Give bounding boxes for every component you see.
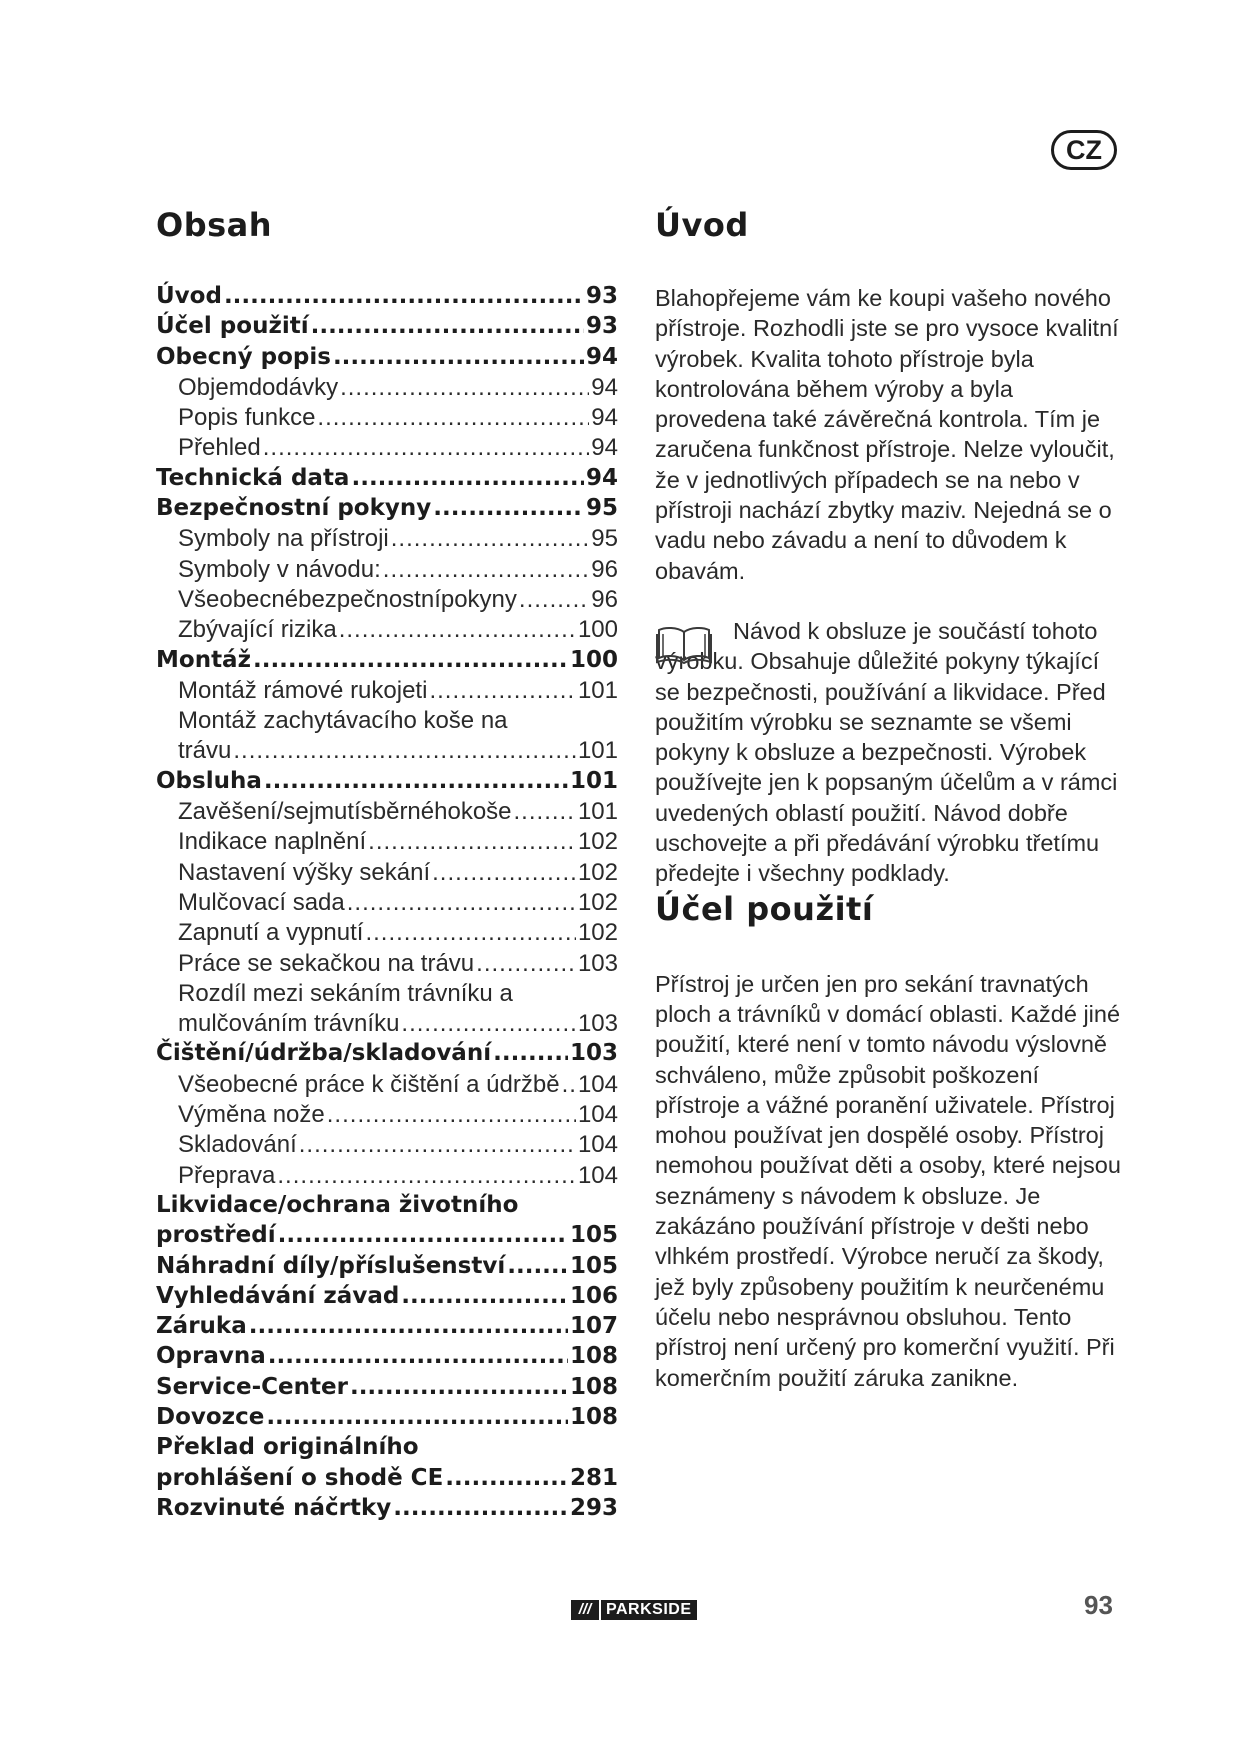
toc-entry bbox=[156, 283, 618, 313]
note-block bbox=[655, 616, 1125, 889]
toc-entry bbox=[156, 1192, 618, 1222]
toc-entry-page: 103 bbox=[569, 1040, 618, 1067]
toc-entry-page: 293 bbox=[569, 1494, 618, 1521]
toc-entry bbox=[156, 1253, 618, 1283]
toc-entry-page: 105 bbox=[569, 1222, 618, 1249]
toc-entry-label: Service-Center bbox=[156, 1373, 348, 1400]
toc-leader-dots bbox=[429, 677, 576, 705]
toc-leader-dots bbox=[249, 1313, 568, 1339]
toc-entry-label: Nastavení výšky sekání bbox=[178, 858, 431, 886]
toc-entry bbox=[156, 525, 618, 555]
toc-entry bbox=[156, 374, 618, 404]
toc-leader-dots bbox=[368, 828, 576, 856]
toc-entry-page: 104 bbox=[577, 1131, 618, 1159]
toc-entry bbox=[156, 919, 618, 949]
toc-entry-page: 104 bbox=[577, 1101, 618, 1129]
note-text: Návod k obsluze je součástí tohoto výrobku. Obsahuje důležité pokyny týkající se bezpečnosti, používání a likvidace. Před použitím výrobku se seznamte se všemi pokyny k obsluze a bezpečnosti. Výrobek používejte jen k popsaným účelům a v rámci uvedených oblastí použití. Návod dobře uschovejte a při předávání výrobku třetímu předejte i všechny podklady. bbox=[655, 617, 1118, 887]
toc-entry bbox=[156, 1404, 618, 1434]
toc-entry-label: Popis funkce bbox=[178, 404, 316, 432]
toc-entry bbox=[156, 1313, 618, 1343]
toc-entry-label: Překlad originálního bbox=[156, 1434, 419, 1461]
toc-entry-page: 95 bbox=[585, 495, 618, 522]
toc-leader-dots bbox=[278, 1222, 568, 1248]
toc-leader-dots bbox=[339, 616, 576, 644]
toc-leader-dots bbox=[268, 1343, 568, 1369]
toc-entry-page: 108 bbox=[569, 1403, 618, 1430]
toc-entry-label: Přehled bbox=[178, 434, 261, 462]
brand-slashes: /// bbox=[571, 1600, 599, 1620]
toc-entry-label: Úvod bbox=[156, 283, 222, 309]
toc-entry bbox=[156, 313, 618, 343]
toc-entry bbox=[156, 950, 618, 980]
toc-entry-label: Vyhledávání závad bbox=[156, 1282, 400, 1309]
toc-entry-page: 93 bbox=[585, 313, 618, 340]
toc-entry-label: Zapnutí a vypnutí bbox=[178, 919, 364, 947]
brand-name: PARKSIDE bbox=[601, 1600, 697, 1620]
toc-entry bbox=[156, 889, 618, 919]
toc-leader-dots bbox=[327, 1101, 576, 1129]
toc-entry-page: 100 bbox=[577, 616, 618, 644]
ucel-text: Přístroj je určen jen pro sekání travnatých ploch a trávníků v domácí oblasti. Každé jiné použití, které není v tomto návodu výslovně schváleno, může způsobit poškození přístroje a vážné poranění uživatele. Přístroj mohou používat jen dospělé osoby. Přístroj nemohou používat děti a osoby, které nejsou seznámeny s návodem k obsluze. Je zakázáno používání přístroje v dešti nebo vlhkém prostředí. Výrobce neručí za škody, jež byly způsobeny použitím k neurčenému účelu nebo nesprávnou obsluhou. Tento přístroj není určený pro komerční využití. Při komerčním použití záruka zanikne. bbox=[655, 970, 1121, 1391]
toc-entry-label: Indikace naplnění bbox=[178, 828, 367, 856]
page-number: 93 bbox=[1084, 1590, 1113, 1620]
toc-entry-page: 100 bbox=[569, 646, 618, 673]
toc-entry-label: Montáž zachytávacího koše na bbox=[178, 707, 508, 735]
toc-entry bbox=[156, 495, 618, 525]
toc-entry-page: 94 bbox=[591, 373, 618, 401]
toc-entry-page: 94 bbox=[591, 434, 618, 462]
toc-leader-dots bbox=[233, 737, 576, 765]
toc-entry bbox=[156, 1343, 618, 1373]
toc-entry bbox=[156, 1071, 618, 1101]
toc-entry bbox=[156, 798, 618, 828]
toc-entry-label: Obecný popis bbox=[156, 343, 331, 370]
toc-entry-page: 93 bbox=[585, 283, 618, 309]
toc-leader-dots bbox=[432, 859, 576, 887]
toc-entry bbox=[156, 1374, 618, 1404]
toc-entry-page: 104 bbox=[577, 1070, 618, 1098]
toc-entry-page: 102 bbox=[577, 888, 618, 916]
toc-entry-label: Zbývající rizika bbox=[178, 616, 337, 644]
toc-title: Obsah bbox=[156, 206, 273, 244]
toc-leader-dots bbox=[445, 1465, 568, 1491]
toc-entry-label: Montáž bbox=[156, 646, 251, 673]
toc-entry-label: prostředí bbox=[156, 1222, 276, 1249]
toc-entry bbox=[156, 768, 618, 798]
toc-leader-dots bbox=[393, 1495, 568, 1521]
toc-column bbox=[156, 205, 618, 1525]
toc-leader-dots bbox=[224, 283, 584, 309]
toc-entry-page: 94 bbox=[591, 404, 618, 432]
toc-leader-dots bbox=[340, 374, 589, 402]
toc-entry bbox=[156, 859, 618, 889]
toc-leader-dots bbox=[277, 1162, 576, 1190]
toc-entry-label: Technická data bbox=[156, 464, 350, 491]
toc-entry-page: 96 bbox=[591, 585, 618, 613]
toc-entry-label: Všeobecnébezpečnostnípokyny bbox=[178, 585, 517, 613]
parkside-logo bbox=[571, 1598, 697, 1622]
toc-entry-label: Obsluha bbox=[156, 767, 262, 794]
ucel-heading: Účel použití bbox=[655, 889, 874, 928]
toc-entry bbox=[156, 707, 618, 737]
toc-entry bbox=[156, 828, 618, 858]
toc-leader-dots bbox=[350, 1374, 568, 1400]
toc-entry-page: 102 bbox=[577, 828, 618, 856]
toc-leader-dots bbox=[401, 1283, 568, 1309]
toc-leader-dots bbox=[507, 1253, 568, 1279]
toc-entry bbox=[156, 1131, 618, 1161]
toc-leader-dots bbox=[493, 1040, 568, 1066]
toc-entry bbox=[156, 1465, 618, 1495]
toc-entry-label: Mulčovací sada bbox=[178, 888, 345, 916]
toc-entry-label: trávu bbox=[178, 737, 232, 765]
toc-leader-dots bbox=[317, 404, 589, 432]
toc-entry bbox=[156, 344, 618, 374]
toc-entry-page: 101 bbox=[577, 798, 618, 826]
toc-leader-dots bbox=[299, 1131, 576, 1159]
toc-leader-dots bbox=[519, 586, 589, 614]
toc-entry-page: 103 bbox=[577, 1010, 618, 1038]
toc-entry-label: Zavěšení/sejmutísběrnéhokoše bbox=[178, 798, 512, 826]
toc-entry-page: 108 bbox=[569, 1343, 618, 1370]
toc-entry bbox=[156, 556, 618, 586]
toc-entry-page: 94 bbox=[585, 343, 618, 370]
toc-leader-dots bbox=[264, 768, 568, 794]
toc-entry-page: 101 bbox=[577, 737, 618, 765]
toc-entry-label: Dovozce bbox=[156, 1403, 265, 1430]
toc-entry-page: 105 bbox=[569, 1252, 618, 1279]
toc-leader-dots bbox=[514, 798, 576, 826]
language-badge: CZ bbox=[1051, 130, 1117, 170]
toc-entry-label: Čištění/údržba/skladování bbox=[156, 1040, 492, 1067]
toc-entry bbox=[156, 465, 618, 495]
toc-entry bbox=[156, 737, 618, 767]
toc-entry-page: 96 bbox=[591, 555, 618, 583]
toc-entry-page: 107 bbox=[569, 1313, 618, 1340]
toc-entry bbox=[156, 1162, 618, 1192]
toc-entry-page: 103 bbox=[577, 949, 618, 977]
toc-leader-dots bbox=[433, 495, 584, 521]
toc-entry-label: Objemdodávky bbox=[178, 373, 339, 401]
toc-leader-dots bbox=[347, 889, 576, 917]
toc-leader-dots bbox=[263, 434, 590, 462]
toc-entry bbox=[156, 1040, 618, 1070]
toc-entry bbox=[156, 980, 618, 1010]
toc-entry bbox=[156, 1434, 618, 1464]
toc-entry-label: Práce se sekačkou na trávu bbox=[178, 949, 475, 977]
toc-entry-label: Účel použití bbox=[156, 313, 309, 340]
toc-entry bbox=[156, 1101, 618, 1131]
toc-entry bbox=[156, 677, 618, 707]
toc-entry-label: Bezpečnostní pokyny bbox=[156, 495, 432, 522]
toc-entry-label: Opravna bbox=[156, 1343, 266, 1370]
toc-entry-page: 101 bbox=[569, 767, 618, 794]
toc-entry bbox=[156, 404, 618, 434]
toc-entry-label: Rozvinuté náčrtky bbox=[156, 1494, 392, 1521]
toc-entry-page: 102 bbox=[577, 919, 618, 947]
toc-entry-label: Rozdíl mezi sekáním trávníku a bbox=[178, 979, 513, 1007]
toc-leader-dots bbox=[266, 1404, 568, 1430]
toc-entry-label: mulčováním trávníku bbox=[178, 1010, 400, 1038]
toc-entry-label: prohlášení o shodě CE bbox=[156, 1464, 444, 1491]
toc-leader-dots bbox=[476, 950, 576, 978]
toc-entry bbox=[156, 586, 618, 616]
toc-leader-dots bbox=[311, 313, 584, 339]
toc-entry bbox=[156, 434, 618, 464]
uvod-heading: Úvod bbox=[655, 206, 749, 244]
toc-entry bbox=[156, 647, 618, 677]
toc-entry-page: 101 bbox=[577, 676, 618, 704]
toc-entry-page: 102 bbox=[577, 858, 618, 886]
toc-entry-label: Skladování bbox=[178, 1131, 297, 1159]
book-icon bbox=[655, 624, 713, 664]
toc-entry-page: 108 bbox=[569, 1373, 618, 1400]
toc-entry-label: Likvidace/ochrana životního bbox=[156, 1191, 519, 1218]
toc-entry-label: Všeobecné práce k čištění a údržbě bbox=[178, 1070, 560, 1098]
toc-entry-page: 95 bbox=[591, 525, 618, 553]
toc-leader-dots bbox=[253, 647, 568, 673]
toc-leader-dots bbox=[365, 919, 576, 947]
toc-entry bbox=[156, 616, 618, 646]
toc-entry-label: Záruka bbox=[156, 1313, 247, 1340]
content-column bbox=[655, 205, 1125, 1393]
toc-entry bbox=[156, 1495, 618, 1525]
toc-entry-page: 281 bbox=[569, 1464, 618, 1491]
toc-entry-label: Symboly v návodu: bbox=[178, 555, 381, 583]
toc-entry-label: Montáž rámové rukojeti bbox=[178, 676, 428, 704]
toc-leader-dots bbox=[562, 1071, 576, 1099]
toc-entry-label: Přeprava bbox=[178, 1161, 276, 1189]
toc-entry bbox=[156, 1283, 618, 1313]
toc-leader-dots bbox=[351, 465, 584, 491]
toc-entry-label: Symboly na přístroji bbox=[178, 525, 389, 553]
toc-entry-page: 106 bbox=[569, 1282, 618, 1309]
toc-entry bbox=[156, 1222, 618, 1252]
toc-entry-label: Výměna nože bbox=[178, 1101, 325, 1129]
toc-leader-dots bbox=[401, 1010, 576, 1038]
toc-entry-page: 94 bbox=[585, 464, 618, 491]
toc-entry-label: Náhradní díly/příslušenství bbox=[156, 1252, 506, 1279]
toc-leader-dots bbox=[391, 525, 590, 553]
toc-entry bbox=[156, 1010, 618, 1040]
toc-entry-page: 104 bbox=[577, 1161, 618, 1189]
toc-leader-dots bbox=[333, 344, 584, 370]
toc-list bbox=[156, 283, 618, 1525]
toc-leader-dots bbox=[383, 556, 590, 584]
uvod-intro-text: Blahopřejeme vám ke koupi vašeho nového přístroje. Rozhodli jste se pro vysoce kvalitní výrobek. Kvalita tohoto přístroje byla kontrolována během výroby a byla provedena také závěrečná kontrola. Tím je zaručena funkčnost přístroje. Nelze vyloučit, že v jednotlivých případech se na nebo v přístroji nachází zbytky maziv. Nejedná se o vadu nebo závadu a není to důvodem k obavám. bbox=[655, 285, 1119, 584]
